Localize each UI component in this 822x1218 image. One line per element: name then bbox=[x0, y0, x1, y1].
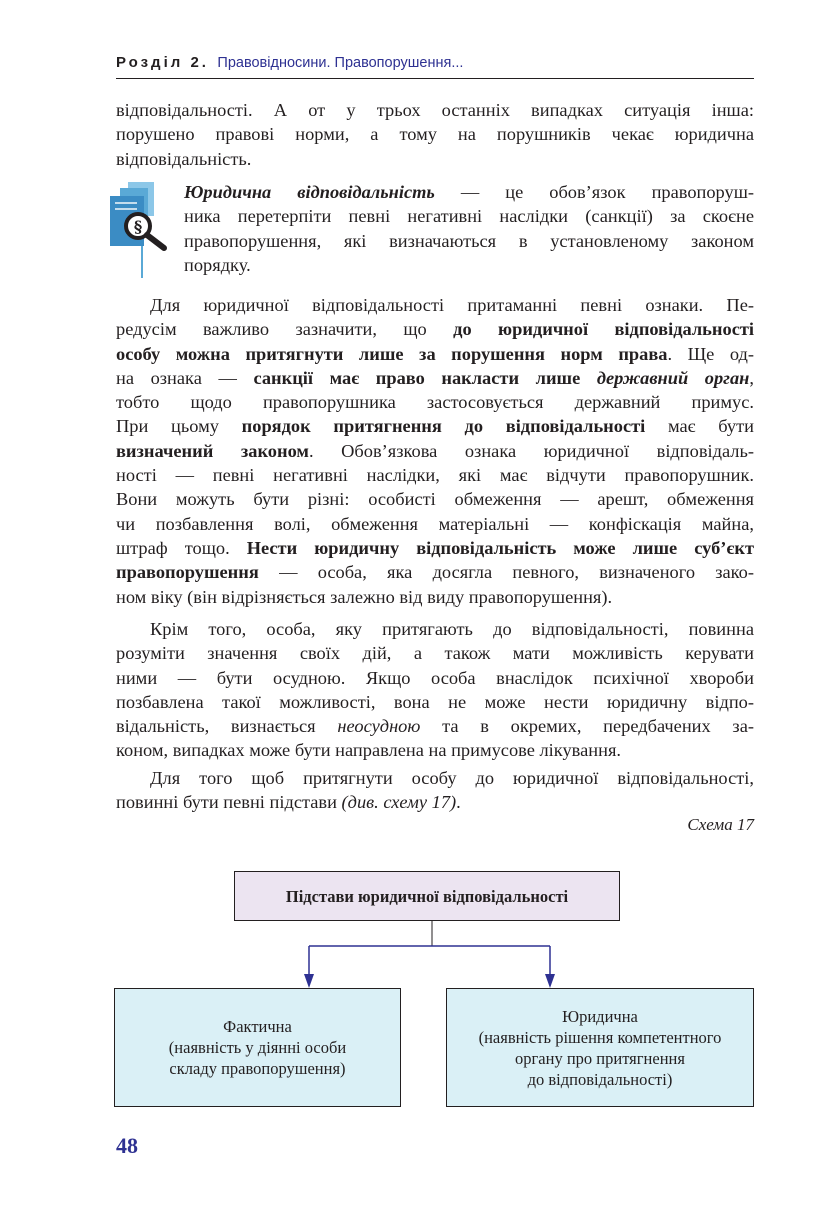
text-line: Вони можуть бути різні: особисті обмеження — арешт, обмеження bbox=[116, 489, 754, 510]
definition-text: — це обов’язок правопоруш- bbox=[434, 182, 754, 202]
page-number: 48 bbox=[116, 1133, 138, 1158]
text-run: . Обов’язкова ознака юридичної відповідаль- bbox=[308, 440, 754, 461]
box-line: (наявність рішення компетентного bbox=[478, 1027, 722, 1047]
section-subtitle: Правовідносини. Правопорушення... bbox=[217, 55, 464, 71]
text-run: , bbox=[749, 367, 754, 388]
box-line: до відповідальності) bbox=[527, 1069, 673, 1089]
definition-line: порядку. bbox=[184, 254, 251, 275]
text-line: ном віку (він відрізняється залежно від виду правопорушення). bbox=[116, 586, 613, 607]
box-line: Фактична bbox=[223, 1017, 292, 1036]
box-content bbox=[479, 1006, 722, 1090]
italic-run: неосудною bbox=[337, 716, 421, 737]
bold-run: особу можна притягнути лише за порушення норм права bbox=[116, 343, 668, 364]
bold-run: до юридичної відповідальності bbox=[453, 319, 755, 340]
text-line: чи позбавлення волі, обмеження матеріальні — конфіскація майна, bbox=[116, 513, 754, 534]
scheme-caption: Схема 17 bbox=[687, 815, 754, 834]
text-line: коном, випадках може бути направлена на примусове лікування. bbox=[116, 740, 621, 761]
box-line: органу про притягнення bbox=[515, 1048, 685, 1068]
text-line: тобто щодо правопорушника застосовується державний примус. bbox=[116, 392, 754, 413]
text-run: . Ще од- bbox=[667, 343, 754, 364]
text-run: редусім важливо зазначити, що bbox=[116, 319, 454, 340]
bold-run: правопорушення bbox=[116, 562, 259, 583]
text-line: відповідальність. bbox=[116, 148, 252, 169]
text-line: ності — певні негативні наслідки, які має відчути правопорушник. bbox=[116, 465, 754, 486]
text-line: Крім того, особа, яку притягають до відповідальності, повинна bbox=[150, 619, 754, 639]
text-run: При цьому bbox=[116, 416, 242, 437]
text-run: повинні бути певні підстави bbox=[116, 792, 342, 813]
text-line: відповідальності. А от у трьох останніх випадках ситуація інша: bbox=[116, 100, 754, 120]
bold-run: визначений законом bbox=[116, 440, 309, 461]
text-line: розуміти значення своїх дій, а також мати можливість керувати bbox=[116, 643, 754, 664]
text-run: — особа, яка досягла певного, визначеного зако- bbox=[258, 562, 754, 583]
bold-italic-run: державний орган bbox=[596, 367, 750, 388]
box-line: складу правопорушення) bbox=[169, 1059, 346, 1078]
scheme-root-box: Підстави юридичної відповідальності bbox=[234, 871, 620, 921]
text-run: штраф тощо. bbox=[116, 537, 247, 558]
bold-run: порядок притягнення до відповідальності bbox=[241, 416, 646, 437]
scheme-factual-box bbox=[114, 988, 401, 1107]
text-line: Для юридичної відповідальності притаманні певні ознаки. Пе- bbox=[150, 295, 754, 315]
text-run: та в окремих, передбачених за- bbox=[420, 716, 754, 737]
text-run: на ознака — bbox=[116, 367, 254, 388]
text-run: має бути bbox=[645, 416, 754, 437]
text-run: відальність, визнається bbox=[116, 716, 338, 737]
svg-text:§: § bbox=[133, 217, 143, 236]
definition-line: ника перетерпіти певні негативні наслідки (санкції) за скоєне bbox=[184, 206, 754, 227]
text-line: Для того щоб притягнути особу до юридичної відповідальності, bbox=[150, 768, 754, 788]
text-line: порушено правові норми, а тому на порушників чекає юридична bbox=[116, 124, 754, 145]
text-run: . bbox=[456, 792, 461, 813]
scheme-legal-box bbox=[446, 988, 754, 1107]
text-line: ними — бути осудною. Якщо особа внаслідок психічної хвороби bbox=[116, 667, 754, 688]
definition-line: правопорушення, які визначаються в установленому законом bbox=[184, 230, 754, 251]
bold-run: санкції має право накласти лише bbox=[253, 367, 597, 388]
text-line: позбавлена такої можливості, вона не може нести юридичну відпо- bbox=[116, 691, 754, 712]
box-line: Юридична bbox=[562, 1006, 638, 1026]
box-content bbox=[169, 1016, 346, 1079]
bold-run: Нести юридичну відповідальність може лише суб’єкт bbox=[246, 537, 754, 558]
section-label: Розділ 2. bbox=[116, 54, 209, 71]
box-line: (наявність у діянні особи bbox=[168, 1038, 347, 1057]
italic-run: (див. схему 17) bbox=[341, 792, 457, 813]
definition-term: Юридична відповідальність bbox=[184, 182, 435, 202]
